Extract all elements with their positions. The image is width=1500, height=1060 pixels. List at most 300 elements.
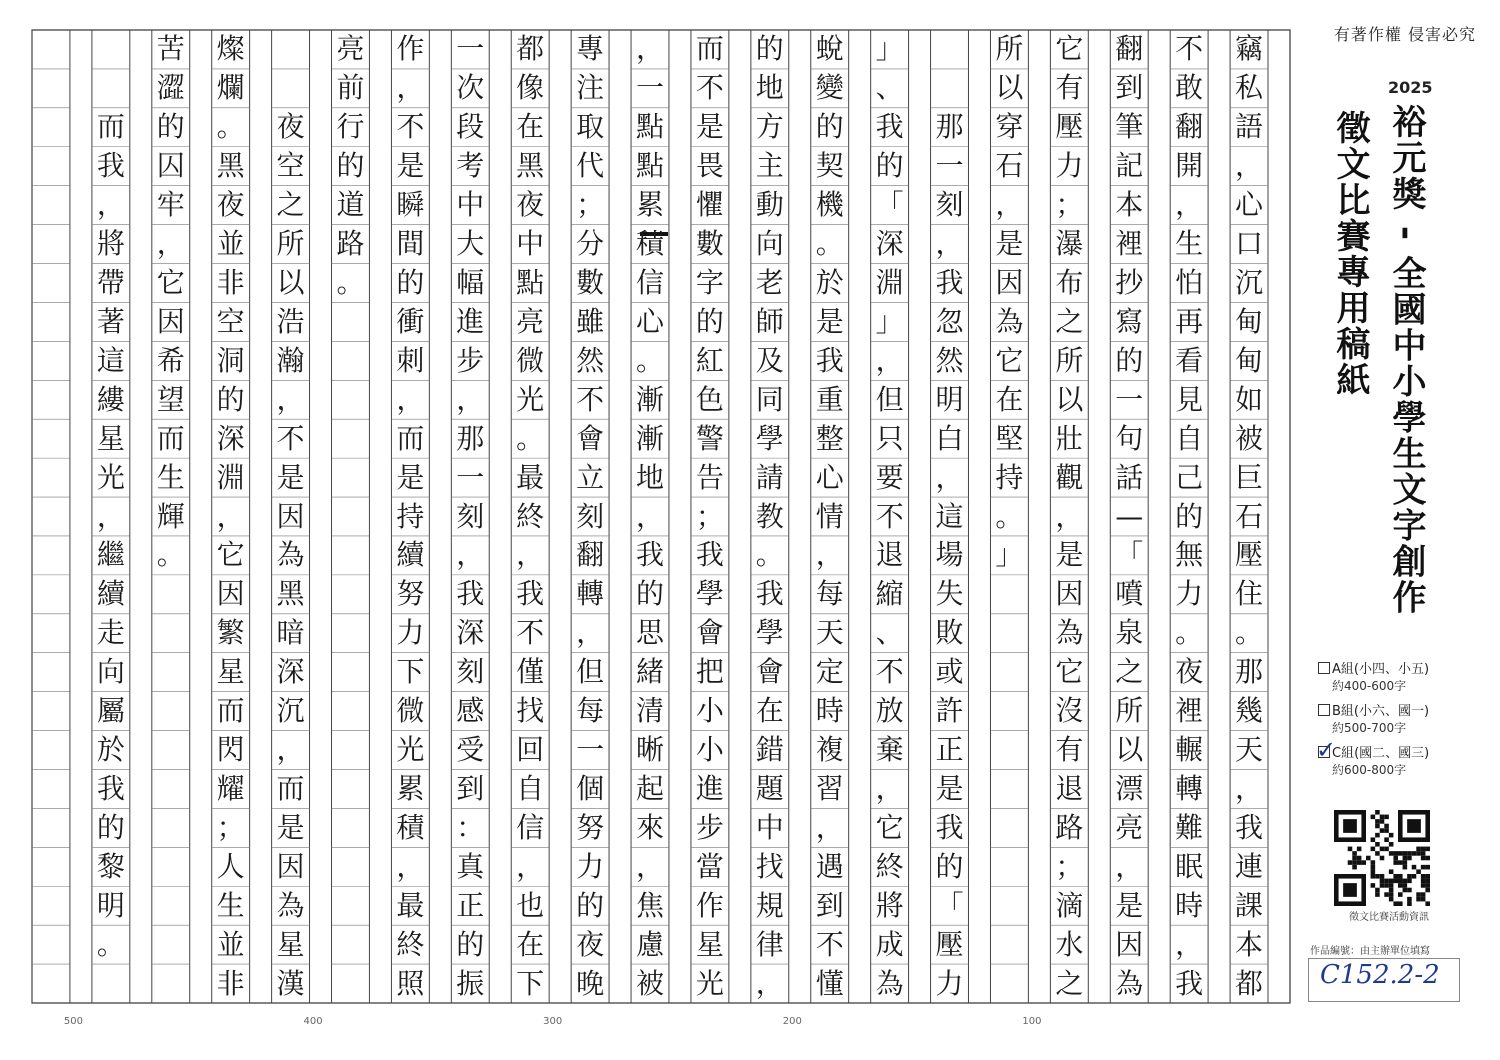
essay-char: 它 — [875, 810, 904, 844]
essay-char: 小 — [695, 694, 724, 728]
essay-char: 光 — [516, 382, 545, 416]
essay-char: 深 — [456, 616, 485, 650]
essay-char: 放 — [875, 694, 904, 728]
essay-char: 」 — [875, 32, 904, 66]
essay-char: 段 — [456, 110, 485, 144]
essay-char: 焦 — [635, 888, 664, 922]
essay-char: 我 — [516, 577, 545, 611]
essay-char: 澀 — [156, 71, 185, 105]
essay-char: 因 — [276, 849, 305, 883]
essay-char: 「 — [1115, 538, 1144, 572]
essay-char: 裡 — [1175, 694, 1204, 728]
essay-char: ， — [1115, 849, 1144, 883]
essay-char: 我 — [1235, 810, 1264, 844]
essay-char: 縮 — [875, 577, 904, 611]
essay-char: 明 — [96, 888, 125, 922]
essay-char: 那 — [935, 110, 964, 144]
essay-char: 私 — [1235, 71, 1264, 105]
essay-char: 夜 — [516, 188, 545, 222]
essay-char: 生 — [156, 460, 185, 494]
essay-char: 前 — [336, 71, 365, 105]
essay-char: ； — [576, 188, 605, 222]
essay-char: 步 — [456, 343, 485, 377]
essay-char: 筆 — [1115, 110, 1144, 144]
essay-char: 次 — [456, 71, 485, 105]
essay-char: 終 — [396, 927, 425, 961]
essay-char: 亮 — [336, 32, 365, 66]
essay-char: 之 — [1115, 655, 1144, 689]
essay-char: 不 — [695, 71, 724, 105]
essay-char: 題 — [755, 771, 784, 805]
essay-char: 到 — [815, 888, 844, 922]
essay-char: 律 — [755, 927, 784, 961]
essay-char: 的 — [755, 32, 784, 66]
essay-char: 習 — [815, 771, 844, 805]
essay-char: 被 — [635, 966, 664, 1000]
essay-char: 中 — [516, 227, 545, 261]
essay-char: 回 — [516, 733, 545, 767]
essay-char: 之 — [276, 188, 305, 222]
essay-char: 囚 — [156, 149, 185, 183]
essay-char: 記 — [1115, 149, 1144, 183]
essay-char: 淵 — [875, 265, 904, 299]
essay-char: ， — [276, 382, 305, 416]
essay-char: 白 — [935, 421, 964, 455]
essay-char: 牢 — [156, 188, 185, 222]
essay-char: 浩 — [276, 304, 305, 338]
essay-char: 我 — [935, 810, 964, 844]
essay-char: 我 — [695, 538, 724, 572]
essay-char: 有 — [1055, 733, 1084, 767]
essay-char: 取 — [576, 110, 605, 144]
essay-char: 定 — [815, 655, 844, 689]
essay-char: 考 — [456, 149, 485, 183]
essay-char: 自 — [1175, 421, 1204, 455]
essay-char: 正 — [935, 733, 964, 767]
essay-char: 亮 — [516, 304, 545, 338]
essay-char: 複 — [815, 733, 844, 767]
essay-char: 振 — [456, 966, 485, 1000]
essay-char: 積 — [635, 227, 664, 261]
checkmark-icon: ✓ — [1316, 736, 1337, 764]
essay-char: 學 — [755, 421, 784, 455]
essay-char: 光 — [695, 966, 724, 1000]
essay-char: 是 — [276, 810, 305, 844]
essay-char: 是 — [995, 227, 1024, 261]
essay-char: 觀 — [1055, 460, 1084, 494]
essay-char: 的 — [695, 304, 724, 338]
essay-char: 耀 — [216, 771, 245, 805]
essay-char: 爛 — [216, 71, 245, 105]
essay-char: 它 — [1055, 32, 1084, 66]
essay-char: 都 — [516, 32, 545, 66]
essay-char: 。 — [96, 927, 125, 961]
essay-char: 刻 — [935, 188, 964, 222]
essay-char: 不 — [576, 382, 605, 416]
essay-char: 會 — [695, 616, 724, 650]
essay-char: 一 — [935, 149, 964, 183]
essay-char: 燦 — [216, 32, 245, 66]
essay-char: 找 — [516, 694, 545, 728]
essay-char: 生 — [216, 888, 245, 922]
essay-char: 中 — [755, 810, 784, 844]
essay-char: ， — [1235, 149, 1264, 183]
essay-char: 遇 — [815, 849, 844, 883]
essay-char: 作 — [396, 32, 425, 66]
essay-char: 夜 — [576, 927, 605, 961]
essay-char: 的 — [1115, 343, 1144, 377]
essay-char: 一 — [576, 733, 605, 767]
essay-char: 輝 — [156, 499, 185, 533]
essay-char: 黑 — [216, 149, 245, 183]
essay-char: 屬 — [96, 694, 125, 728]
essay-char: 力 — [1055, 149, 1084, 183]
qr-caption: 徵文比賽活動資訊 — [1349, 912, 1429, 923]
essay-char: 夜 — [276, 110, 305, 144]
essay-char: 因 — [216, 577, 245, 611]
essay-char: ， — [576, 616, 605, 650]
essay-char: 如 — [1235, 382, 1264, 416]
essay-char: 我 — [1175, 966, 1204, 1000]
essay-char: 一 — [456, 32, 485, 66]
essay-char: 不 — [815, 927, 844, 961]
essay-char: 自 — [516, 771, 545, 805]
essay-char: 並 — [216, 927, 245, 961]
essay-char: 。 — [156, 538, 185, 572]
essay-char: 是 — [815, 304, 844, 338]
essay-char: 住 — [1235, 577, 1264, 611]
essay-char: 雖 — [576, 304, 605, 338]
essay-char: 語 — [1235, 110, 1264, 144]
essay-char: 信 — [516, 810, 545, 844]
essay-char: 並 — [216, 227, 245, 261]
essay-char: 然 — [935, 343, 964, 377]
essay-char: 努 — [576, 810, 605, 844]
essay-char: 到 — [1115, 71, 1144, 105]
essay-char: 老 — [755, 265, 784, 299]
contest-year: 2025 — [1388, 78, 1433, 97]
essay-char: 亮 — [1115, 810, 1144, 844]
essay-char: 因 — [995, 265, 1024, 299]
essay-char: 動 — [755, 188, 784, 222]
essay-char: 、 — [875, 616, 904, 650]
essay-char: 成 — [875, 927, 904, 961]
essay-char: 暗 — [276, 616, 305, 650]
essay-char: 滴 — [1055, 888, 1084, 922]
essay-char: 不 — [875, 499, 904, 533]
essay-char: 夜 — [216, 188, 245, 222]
essay-char: 的 — [156, 110, 185, 144]
qr-code-icon — [1334, 810, 1430, 906]
essay-char — [95, 32, 127, 66]
essay-char: 的 — [576, 888, 605, 922]
essay-char: 壓 — [935, 927, 964, 961]
group-b-range: 約500-700字 — [1332, 721, 1407, 735]
essay-char: 主 — [755, 149, 784, 183]
essay-char: 轉 — [576, 577, 605, 611]
essay-char: ， — [456, 382, 485, 416]
essay-char: 心 — [1235, 188, 1264, 222]
essay-char: 那 — [456, 421, 485, 455]
essay-char: 閃 — [216, 733, 245, 767]
essay-char: 畏 — [695, 149, 724, 183]
essay-char: 規 — [755, 888, 784, 922]
essay-char: 空 — [216, 304, 245, 338]
essay-char: 縷 — [96, 382, 125, 416]
essay-char: 瞬 — [396, 188, 425, 222]
essay-char: 下 — [516, 966, 545, 1000]
essay-char: 下 — [396, 655, 425, 689]
essay-char: ， — [1175, 188, 1204, 222]
essay-char: 為 — [995, 304, 1024, 338]
essay-char: 甸 — [1235, 304, 1264, 338]
essay-char: 會 — [755, 655, 784, 689]
essay-char: 而 — [396, 421, 425, 455]
essay-char: 個 — [576, 771, 605, 805]
essay-char: 話 — [1115, 460, 1144, 494]
essay-char: ， — [995, 188, 1024, 222]
essay-char: 石 — [995, 149, 1024, 183]
essay-char: 教 — [755, 499, 784, 533]
essay-char: 來 — [635, 810, 664, 844]
essay-char: 我 — [815, 343, 844, 377]
essay-char: 路 — [1055, 810, 1084, 844]
essay-char: 而 — [216, 694, 245, 728]
group-a-label: A組(小四、小五) — [1332, 662, 1430, 677]
essay-char: 棄 — [875, 733, 904, 767]
essay-char: 是 — [276, 460, 305, 494]
essay-char: 石 — [1235, 499, 1264, 533]
essay-char: 續 — [96, 577, 125, 611]
essay-char — [275, 32, 307, 66]
essay-char: 時 — [815, 694, 844, 728]
essay-char: 警 — [695, 421, 724, 455]
essay-char: 。 — [755, 538, 784, 572]
essay-char: 。 — [336, 265, 365, 299]
essay-char: 人 — [216, 849, 245, 883]
essay-char: 走 — [96, 616, 125, 650]
essay-char: ， — [875, 771, 904, 805]
essay-char: 的 — [96, 810, 125, 844]
essay-char: ， — [935, 460, 964, 494]
essay-char: ， — [875, 343, 904, 377]
essay-char: 刻 — [576, 499, 605, 533]
essay-char — [934, 32, 966, 66]
contest-title: 裕元獎 - 全國中小學生文字創作 — [1386, 104, 1426, 616]
essay-char: 是 — [396, 149, 425, 183]
essay-char: 是 — [695, 110, 724, 144]
essay-char: 刻 — [456, 499, 485, 533]
essay-char: 它 — [1055, 655, 1084, 689]
essay-char: 因 — [1055, 577, 1084, 611]
essay-char: 方 — [755, 110, 784, 144]
essay-char: 星 — [695, 927, 724, 961]
essay-char: 持 — [396, 499, 425, 533]
essay-char: 點 — [635, 110, 664, 144]
essay-char: 數 — [695, 227, 724, 261]
essay-char — [95, 71, 127, 105]
essay-char: 最 — [396, 888, 425, 922]
essay-char: 點 — [516, 265, 545, 299]
essay-char: ， — [396, 849, 425, 883]
essay-char: 它 — [216, 538, 245, 572]
essay-char: 以 — [1115, 733, 1144, 767]
essay-char: 將 — [875, 888, 904, 922]
essay-char: 懂 — [815, 966, 844, 1000]
essay-char: 輾 — [1175, 733, 1204, 767]
essay-char: 己 — [1175, 460, 1204, 494]
essay-char: 續 — [396, 538, 425, 572]
essay-char: ， — [815, 810, 844, 844]
essay-char: 所 — [276, 227, 305, 261]
essay-char: 不 — [875, 655, 904, 689]
essay-char: 懼 — [695, 188, 724, 222]
essay-char: 為 — [875, 966, 904, 1000]
essay-char: 洞 — [216, 343, 245, 377]
essay-char: 色 — [695, 382, 724, 416]
essay-char: 刻 — [456, 655, 485, 689]
essay-char: 淵 — [216, 460, 245, 494]
essay-char: 也 — [516, 888, 545, 922]
essay-char: 思 — [635, 616, 664, 650]
essay-char: 請 — [755, 460, 784, 494]
essay-char: 最 — [516, 460, 545, 494]
essay-char: ； — [1055, 188, 1084, 222]
essay-char: 我 — [96, 149, 125, 183]
essay-char: 許 — [935, 694, 964, 728]
essay-char: 進 — [456, 304, 485, 338]
essay-char: 竊 — [1235, 32, 1264, 66]
essay-char: ， — [276, 733, 305, 767]
essay-char: 為 — [1115, 966, 1144, 1000]
essay-char: ， — [755, 966, 784, 1000]
essay-char: 非 — [216, 966, 245, 1000]
essay-char: 非 — [216, 265, 245, 299]
essay-char: 到 — [456, 771, 485, 805]
essay-char: 漢 — [276, 966, 305, 1000]
group-option-c — [1318, 742, 1478, 778]
essay-char: 大 — [456, 227, 485, 261]
essay-char: 漸 — [635, 421, 664, 455]
essay-char: 在 — [516, 110, 545, 144]
essay-char: 把 — [695, 655, 724, 689]
essay-char: 有 — [1055, 71, 1084, 105]
essay-char: 但 — [875, 382, 904, 416]
essay-char: 師 — [755, 304, 784, 338]
essay-char: 課 — [1235, 888, 1264, 922]
entry-number-value: C152.2-2 — [1320, 960, 1440, 990]
essay-char: 著 — [96, 304, 125, 338]
essay-char: 在 — [516, 927, 545, 961]
essay-char: 不 — [276, 421, 305, 455]
essay-char — [275, 71, 307, 105]
essay-char: 巨 — [1235, 460, 1264, 494]
essay-char: 行 — [336, 110, 365, 144]
essay-char: 持 — [995, 460, 1024, 494]
essay-char: 而 — [156, 421, 185, 455]
essay-char: 星 — [96, 421, 125, 455]
essay-char: 壯 — [1055, 421, 1084, 455]
essay-char: 間 — [396, 227, 425, 261]
essay-char: 立 — [576, 460, 605, 494]
essay-char: 一 — [1115, 382, 1144, 416]
essay-char: 幾 — [1235, 694, 1264, 728]
essay-char: 深 — [875, 227, 904, 261]
essay-char: ， — [635, 849, 664, 883]
essay-char: 以 — [276, 265, 305, 299]
essay-char — [934, 71, 966, 105]
essay-char: 積 — [396, 810, 425, 844]
essay-char: 小 — [695, 733, 724, 767]
essay-char: 句 — [1115, 421, 1144, 455]
essay-char: 之 — [1055, 966, 1084, 1000]
essay-char: 力 — [576, 849, 605, 883]
essay-char: 在 — [755, 694, 784, 728]
essay-char: 「 — [935, 888, 964, 922]
count-mark: 500 — [63, 1016, 83, 1027]
essay-char: 力 — [396, 616, 425, 650]
essay-char: 帶 — [96, 265, 125, 299]
essay-char: 退 — [875, 538, 904, 572]
essay-char: ， — [456, 538, 485, 572]
essay-char: 因 — [156, 304, 185, 338]
essay-char: 僅 — [516, 655, 545, 689]
essay-char: 點 — [635, 149, 664, 183]
essay-char: 找 — [755, 849, 784, 883]
essay-char: 的 — [396, 265, 425, 299]
essay-char: 口 — [1235, 227, 1264, 261]
group-option-a — [1318, 658, 1478, 694]
essay-char: 苦 — [156, 32, 185, 66]
essay-char: 終 — [516, 499, 545, 533]
essay-char: 敗 — [935, 616, 964, 650]
essay-char: 感 — [456, 694, 485, 728]
essay-char: ， — [396, 71, 425, 105]
essay-char: 重 — [815, 382, 844, 416]
essay-char: 的 — [935, 849, 964, 883]
essay-char: 漂 — [1115, 771, 1144, 805]
essay-char: 瀑 — [1055, 227, 1084, 261]
essay-char: 望 — [156, 382, 185, 416]
essay-char: 累 — [396, 771, 425, 805]
essay-char: 生 — [1175, 227, 1204, 261]
essay-char: 微 — [516, 343, 545, 377]
group-a-range: 約400-600字 — [1332, 679, 1407, 693]
essay-char: 那 — [1235, 655, 1264, 689]
essay-char: 我 — [96, 771, 125, 805]
essay-char: 它 — [995, 343, 1024, 377]
essay-char: 這 — [935, 499, 964, 533]
essay-char: 場 — [935, 538, 964, 572]
essay-char: 穿 — [995, 110, 1024, 144]
essay-char: ， — [1235, 771, 1264, 805]
essay-char: 我 — [635, 538, 664, 572]
essay-char: 心 — [815, 460, 844, 494]
essay-char: ， — [216, 499, 245, 533]
essay-char: 而 — [276, 771, 305, 805]
essay-char: 的 — [456, 927, 485, 961]
essay-char: 翻 — [1115, 32, 1144, 66]
essay-char: 我 — [755, 577, 784, 611]
essay-char: 以 — [995, 71, 1024, 105]
essay-char: 的 — [815, 110, 844, 144]
essay-char: 為 — [276, 538, 305, 572]
essay-char: 。 — [815, 227, 844, 261]
essay-char: 像 — [516, 71, 545, 105]
essay-char: 是 — [1055, 538, 1084, 572]
essay-char: 時 — [1175, 888, 1204, 922]
essay-char: 。 — [635, 343, 664, 377]
